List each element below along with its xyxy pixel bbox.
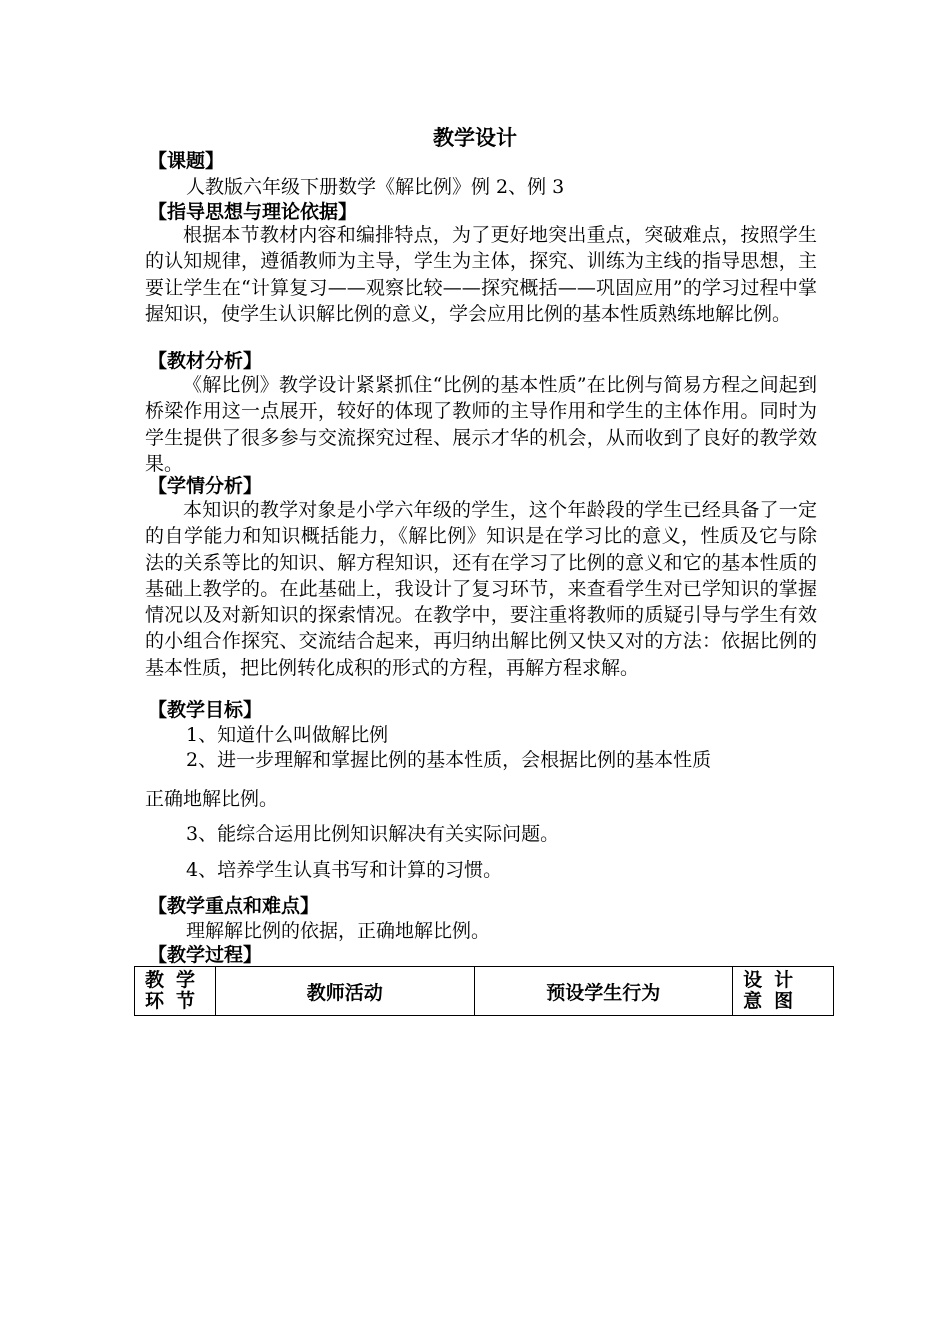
header-intent-line2: 意图: [743, 990, 806, 1012]
guiding-paragraph: 根据本节教材内容和编排特点，为了更好地突出重点，突破难点，按照学生的认知规律，遵循教师为主导，学生为主体，探究、训练为主线的指导思想，主要让学生在“计算复习——观察比较——探究概括——巩固应用”的学习过程中掌握知识，使学生认识解比例的意义，学会应用比例的基本性质熟练地解比例。: [145, 224, 817, 325]
section-heading-guiding: 【指导思想与理论依据】: [148, 201, 358, 223]
document-title: 教学设计: [433, 126, 517, 150]
header-intent-line1: 设计: [743, 969, 806, 991]
topic-text: 人教版六年级下册数学《解比例》例 2、例 3: [186, 176, 565, 198]
section-heading-key-points: 【教学重点和难点】: [148, 895, 320, 917]
goal-item-1: 1、知道什么叫做解比例: [186, 724, 389, 746]
goal-item-4: 4、培养学生认真书写和计算的习惯。: [186, 859, 503, 881]
process-table: [134, 966, 834, 1016]
material-paragraph: 《解比例》教学设计紧紧抓住“比例的基本性质”在比例与简易方程之间起到桥梁作用这一点展开，较好的体现了教师的主导作用和学生的主体作用。同时为学生提供了很多参与交流探究过程、展示才华的机会，从而收到了良好的教学效果。: [145, 374, 817, 475]
section-heading-students: 【学情分析】: [148, 475, 263, 497]
header-cell-stage: [135, 967, 216, 1016]
goal-item-2-continued: 正确地解比例。: [145, 788, 279, 810]
key-points-text: 理解解比例的依据，正确地解比例。: [186, 920, 491, 942]
header-cell-students: 预设学生行为: [474, 967, 733, 1016]
students-paragraph: 本知识的教学对象是小学六年级的学生，这个年龄段的学生已经具备了一定的自学能力和知识概括能力，《解比例》知识是在学习比的意义，性质及它与除法的关系等比的知识、解方程知识，还有在学习了比例的意义和它的基本性质的基础上教学的。在此基础上，我设计了复习环节，来查看学生对已学知识的掌握情况以及对新知识的探索情况。在教学中，要注重将教师的质疑引导与学生有效的小组合作探究、交流结合起来，再归纳出解比例又快又对的方法：依据比例的基本性质，把比例转化成积的形式的方程，再解方程求解。: [145, 499, 817, 679]
header-stage-line1: 教学: [145, 969, 208, 991]
section-heading-topic: 【课题】: [148, 150, 225, 172]
goal-item-3: 3、能综合运用比例知识解决有关实际问题。: [186, 823, 560, 845]
section-heading-goals: 【教学目标】: [148, 699, 263, 721]
header-stage-line2: 环节: [145, 990, 208, 1012]
section-heading-process: 【教学过程】: [148, 944, 263, 966]
header-cell-teacher: 教师活动: [215, 967, 474, 1016]
table-header-row: [135, 967, 834, 1016]
header-cell-intent: [733, 967, 834, 1016]
goal-item-2: 2、进一步理解和掌握比例的基本性质，会根据比例的基本性质: [186, 749, 712, 771]
section-heading-material: 【教材分析】: [148, 350, 263, 372]
